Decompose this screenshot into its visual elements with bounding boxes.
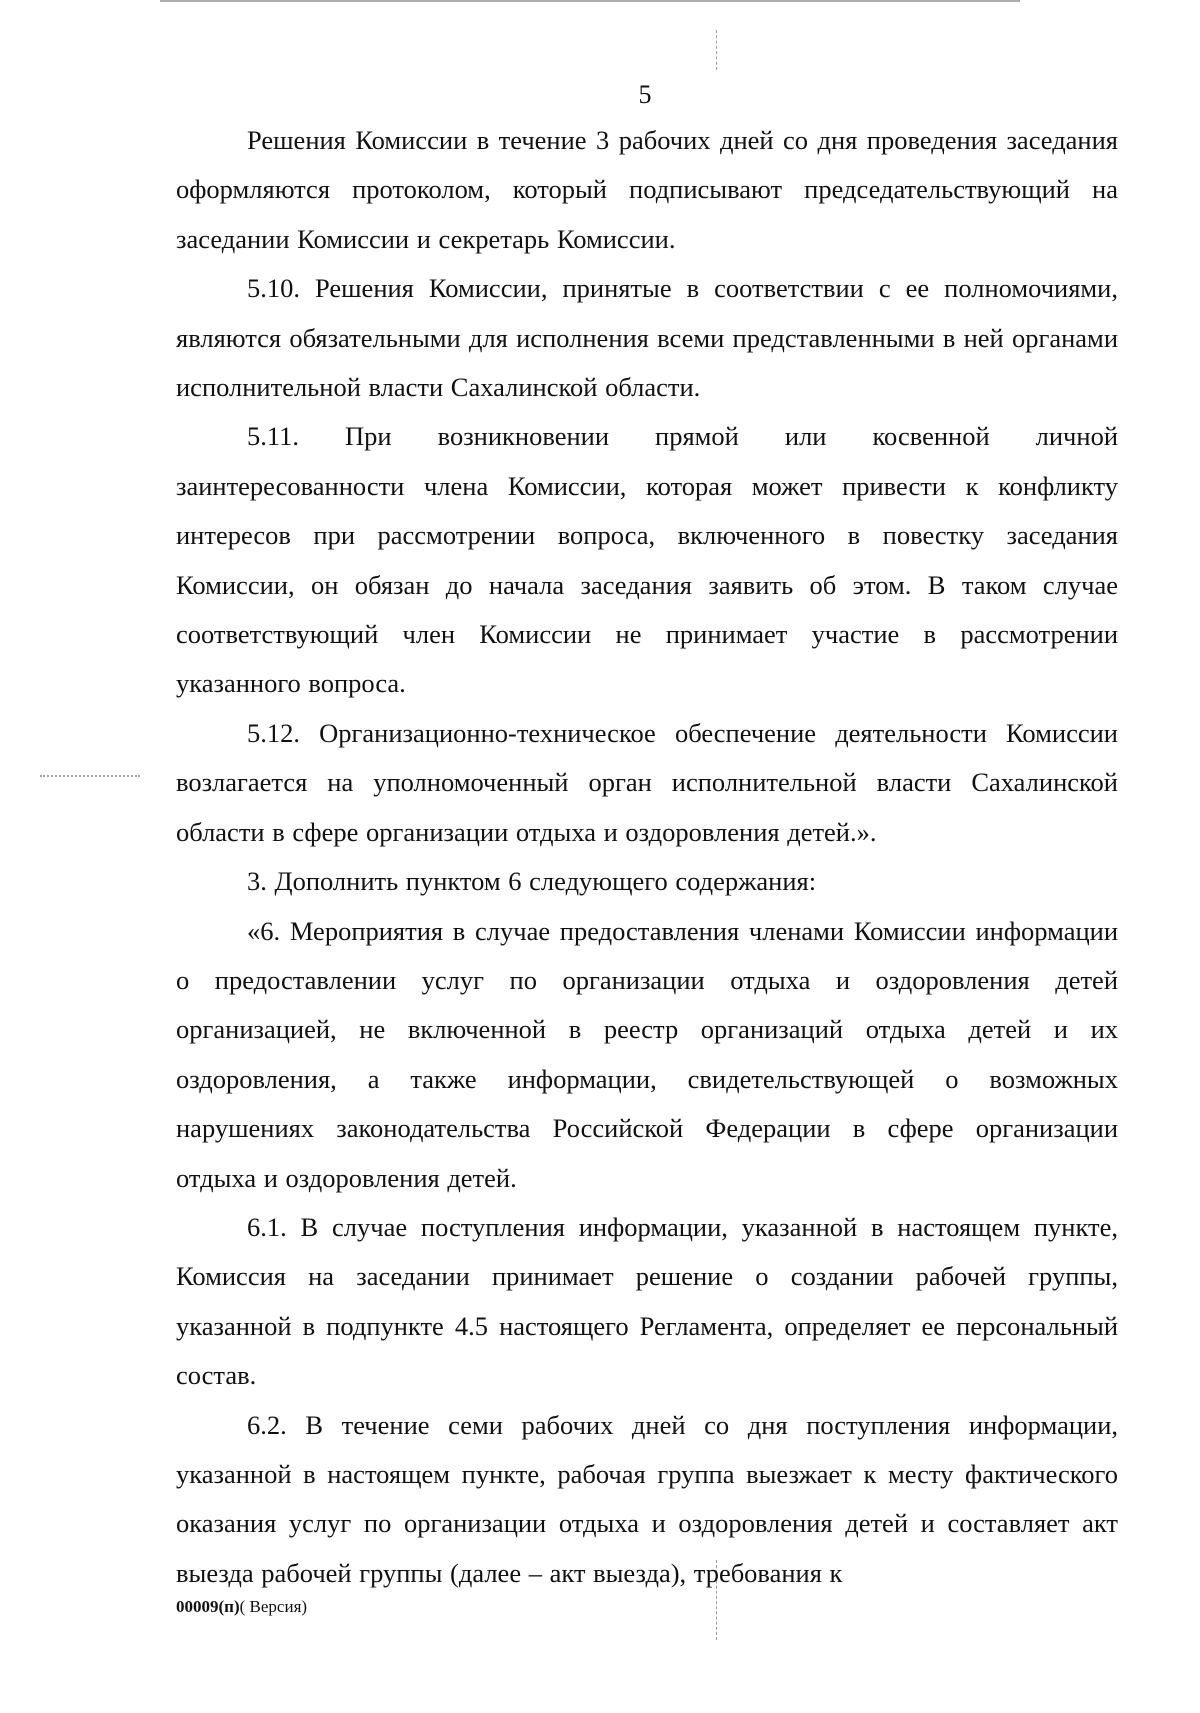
document-body — [176, 116, 1118, 1598]
document-footer — [176, 1596, 307, 1618]
footer-document-code: 00009(п) — [176, 1597, 240, 1616]
scan-fold-mark — [716, 30, 718, 70]
paragraph-6-1: 6.1. В случае поступления информации, указанной в настоящем пункте, Комиссия на заседании принимает решение о создании рабочей группы, указанной в подпункте 4.5 настоящего Регламента, определяет ее персональный состав. — [176, 1211, 1118, 1391]
footer-version-label: ( Версия) — [239, 1597, 308, 1616]
top-scan-rule — [160, 0, 1020, 2]
paragraph-5-12: 5.12. Организационно-техническое обеспечение деятельности Комиссии возлагается на уполномоченный орган исполнительной власти Сахалинской области в сфере организации отдыха и оздоровления детей.». — [176, 717, 1118, 847]
paragraph-item-3: 3. Дополнить пунктом 6 следующего содержания: — [247, 866, 817, 897]
paragraph-5-11: 5.11. При возникновении прямой или косвенной личной заинтересованности члена Комиссии, которая может привести к конфликту интересов при рассмотрении вопроса, включенного в повестку заседания Комиссии, он обязан до начала заседания заявить об этом. В таком случае соответствующий член Комиссии не принимает участие в рассмотрении указанного вопроса. — [176, 421, 1118, 699]
paragraph-decisions-protocol: Решения Комиссии в течение 3 рабочих дней со дня проведения заседания оформляются протоколом, который подписывают председательствующий на заседании Комиссии и секретарь Комиссии. — [176, 125, 1118, 254]
margin-scan-dots — [40, 775, 140, 777]
paragraph-item-6: «6. Мероприятия в случае предоставления членами Комиссии информации о предоставлении услуг по организации отдыха и оздоровления детей организацией, не включенной в реестр организаций отдыха детей и их оздоровления, а также информации, свидетельствующей о возможных нарушениях законодательства Российской Федерации в сфере организации отдыха и оздоровления детей. — [176, 915, 1118, 1193]
page-number: 5 — [638, 80, 652, 109]
paragraph-6-2: 6.2. В течение семи рабочих дней со дня поступления информации, указанной в настоящем пункте, рабочая группа выезжает к месту фактического оказания услуг по организации отдыха и оздоровления детей и составляет акт выезда рабочей группы (далее – акт выезда), требования к — [176, 1409, 1118, 1588]
paragraph-5-10: 5.10. Решения Комиссии, принятые в соответствии с ее полномочиями, являются обязательными для исполнения всеми представленными в ней органами исполнительной власти Сахалинской области. — [176, 273, 1118, 403]
